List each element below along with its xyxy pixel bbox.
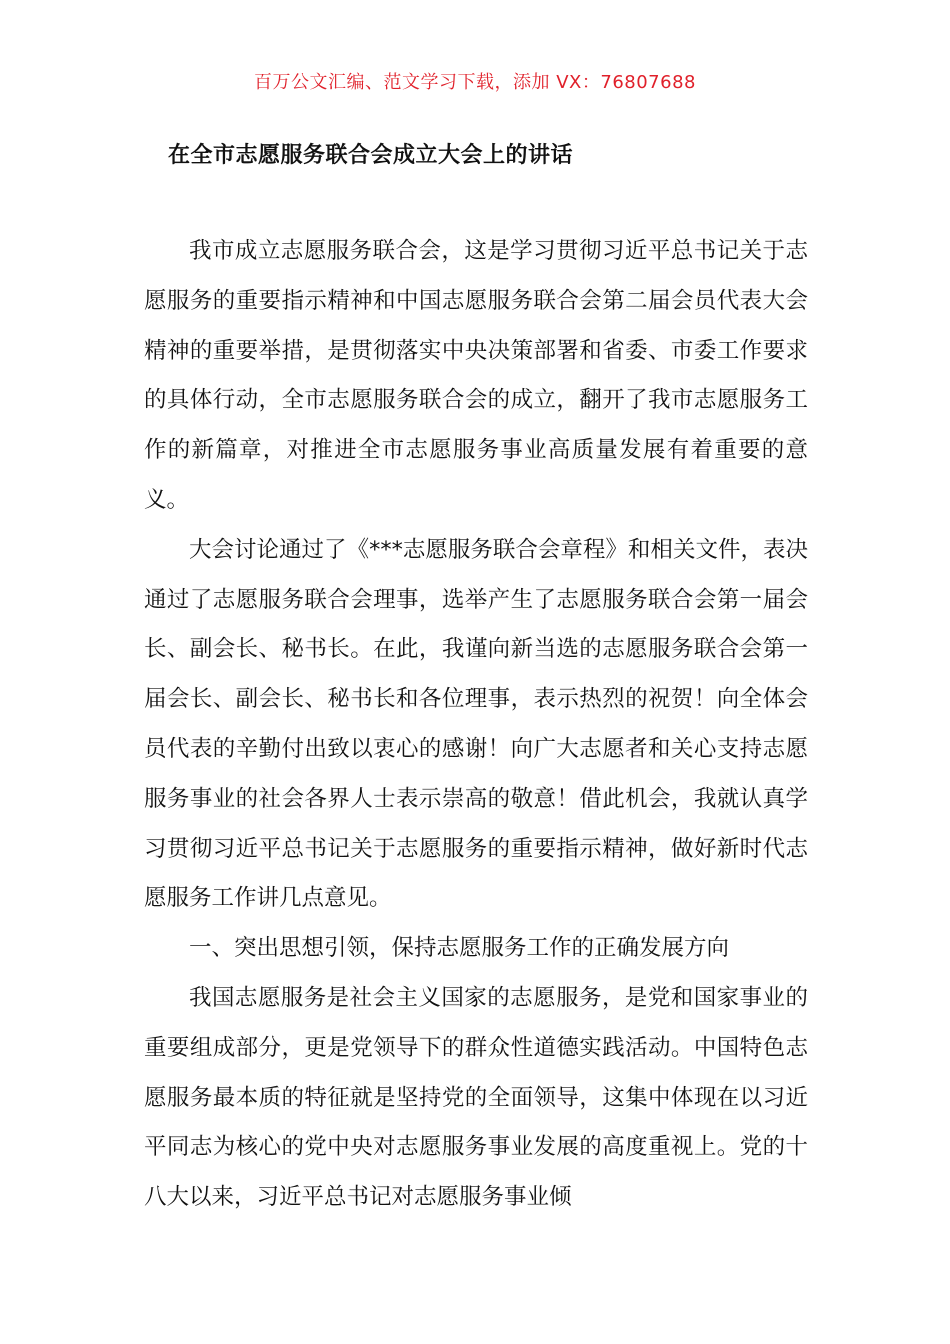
document-body	[144, 227, 808, 1223]
document-title: 在全市志愿服务联合会成立大会上的讲话	[168, 143, 574, 168]
header-download-note: 百万公文汇编、范文学习下载，添加 VX：76807688	[254, 72, 696, 93]
paragraph: 大会讨论通过了《***志愿服务联合会章程》和相关文件，表决通过了志愿服务联合会理事，选举产生了志愿服务联合会第一届会长、副会长、秘书长。在此，我谨向新当选的志愿服务联合会第一届会长、副会长、秘书长和各位理事，表示热烈的祝贺！向全体会员代表的辛勤付出致以衷心的感谢！向广大志愿者和关心支持志愿服务事业的社会各界人士表示崇高的敬意！借此机会，我就认真学习贯彻习近平总书记关于志愿服务的重要指示精神，做好新时代志愿服务工作讲几点意见。	[144, 536, 808, 912]
paragraph: 我市成立志愿服务联合会，这是学习贯彻习近平总书记关于志愿服务的重要指示精神和中国志愿服务联合会第二届会员代表大会精神的重要举措，是贯彻落实中央决策部署和省委、市委工作要求的具体行动，全市志愿服务联合会的成立，翻开了我市志愿服务工作的新篇章，对推进全市志愿服务事业高质量发展有着重要的意义。	[144, 238, 808, 513]
section-heading: 一、突出思想引领，保持志愿服务工作的正确发展方向	[189, 935, 730, 962]
paragraph: 我国志愿服务是社会主义国家的志愿服务，是党和国家事业的重要组成部分，更是党领导下的群众性道德实践活动。中国特色志愿服务最本质的特征就是坚持党的全面领导，这集中体现在以习近平同志为核心的党中央对志愿服务事业发展的高度重视上。党的十八大以来，习近平总书记对志愿服务事业倾	[144, 984, 808, 1211]
